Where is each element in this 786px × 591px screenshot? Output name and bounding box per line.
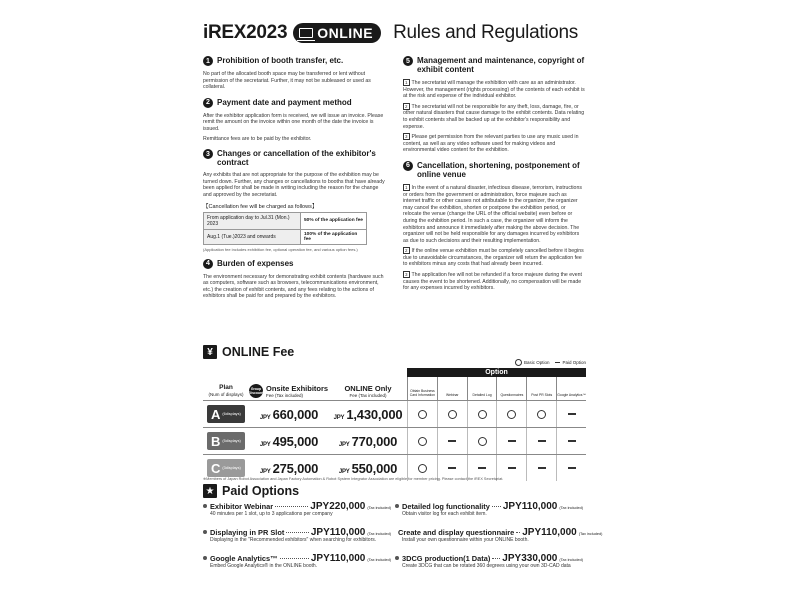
bullet-icon — [203, 556, 207, 560]
option-cell — [467, 428, 497, 454]
rule-section-3 — [203, 149, 385, 251]
header-plan-label: Plan — [219, 384, 233, 391]
paid-option-dash-icon — [538, 440, 546, 441]
clause-number: 1 — [405, 184, 408, 190]
option-col-header: Detailed Log — [467, 377, 497, 400]
bullet-icon — [203, 530, 207, 534]
cancellation-row — [204, 212, 367, 229]
online-badge-label: ONLINE — [317, 25, 374, 41]
legend-basic: Basic Option — [523, 360, 550, 365]
header-plan — [203, 384, 249, 400]
cancellation-fee: 50% of the application fee — [301, 212, 367, 229]
plan-displays: (6displays) — [222, 412, 241, 416]
fee-table — [203, 368, 586, 481]
currency-label: JPY — [259, 468, 271, 475]
paid-option-dash-icon — [508, 440, 516, 441]
basic-option-circle-icon — [478, 437, 487, 446]
header-plan-sub: (Num of displays) — [208, 392, 244, 397]
fee-note: ※Members of Japan Robot Association and Japan Factory Automation & Robot System Integrator Association are eligible for member pricing. Please contact the iREX Secretariat. — [203, 477, 504, 481]
rule-paragraph: After the exhibitor application form is received, we will issue an invoice. Please remit the amount on the invoice within one month of the date the invoice is issued. — [203, 112, 384, 132]
rule-heading — [203, 98, 385, 108]
option-cell — [437, 401, 467, 427]
dot-leader — [286, 532, 309, 533]
rule-heading-text: Payment date and payment method — [217, 97, 352, 107]
rule-number-icon: 1 — [203, 56, 213, 66]
option-cell — [556, 401, 586, 427]
paid-option-name: Google Analytics™ — [210, 554, 278, 563]
paid-option-dash-icon — [555, 362, 560, 363]
plan-cell — [203, 459, 249, 477]
clause-text: Please get permission from the relevant parties to use any music used in content, as well as any video software used for making videos and environmental video content for the exhibition. — [403, 134, 579, 154]
paid-option-name: Detailed log functionality — [402, 502, 490, 511]
rule-heading — [203, 56, 385, 66]
option-col-header: Obtain Business Card Information — [407, 377, 437, 400]
paid-option-dash-icon — [478, 467, 486, 468]
bullet-icon — [395, 504, 399, 508]
rule-number-icon: 4 — [203, 259, 213, 269]
option-cell — [407, 428, 437, 454]
paid-option-item — [395, 501, 583, 518]
rule-section-5 — [403, 56, 585, 154]
paid-option-desc: Embed Google Analytics® in the ONLINE booth. — [210, 563, 318, 569]
plan-cell — [203, 405, 249, 423]
onsite-price — [249, 434, 329, 449]
dot-leader — [492, 506, 501, 507]
option-col-header: Webinar — [437, 377, 467, 400]
cancellation-row — [204, 229, 367, 244]
paid-option-dash-icon — [448, 467, 456, 468]
paid-option-tax: (Tax included) — [367, 558, 391, 562]
option-col-header: Google Analytics™ — [556, 377, 586, 400]
clause-number: 2 — [405, 248, 408, 254]
online-badge — [293, 23, 381, 43]
plan-letter: B — [211, 433, 221, 449]
basic-option-circle-icon — [418, 437, 427, 446]
paid-option-name: Exhibitor Webinar — [210, 502, 274, 511]
paid-option-price: JPY220,000 — [310, 501, 366, 512]
plan-displays: (3displays) — [222, 466, 241, 470]
title-event: iREX2023 — [203, 22, 288, 43]
rule-paragraph — [403, 184, 585, 244]
online-fee-title: ONLINE Fee — [222, 345, 295, 359]
header-option-cols — [407, 377, 586, 400]
rules-column-left — [203, 56, 385, 307]
online-price-value: 1,430,000 — [346, 406, 403, 422]
online-price — [329, 434, 407, 449]
plan-badge — [207, 432, 245, 450]
rule-paragraph — [403, 271, 585, 292]
option-cell — [467, 401, 497, 427]
basic-option-circle-icon — [478, 410, 487, 419]
dot-leader — [280, 558, 309, 559]
dot-leader — [492, 558, 500, 559]
header-option-title: Option — [407, 368, 586, 377]
onsite-price — [249, 461, 329, 476]
title-rules: Rules and Regulations — [393, 22, 578, 43]
paid-option-dash-icon — [538, 467, 546, 468]
paid-option-price: JPY110,000 — [310, 527, 366, 538]
currency-label: JPY — [259, 414, 271, 421]
rule-paragraph — [403, 247, 585, 268]
currency-label: JPY — [333, 414, 345, 421]
onsite-price-value: 660,000 — [272, 406, 319, 422]
paid-option-dash-icon — [508, 467, 516, 468]
rule-section-2 — [203, 98, 385, 142]
paid-option-desc: Create 3DCG that can be rotated 360 degrees using your own 3D-CAD data — [402, 563, 571, 569]
option-cell — [526, 428, 556, 454]
rule-paragraph: The environment necessary for demonstrating exhibit contents (hardware such as computers, software such as browsers, telecommunications environment, etc.) the creation of exhibit contents, and any fees relating to the actions of exhibitors shall be paid for and prepared by the exhibitors. — [203, 273, 384, 300]
paid-option-item — [203, 501, 391, 518]
plan-letter: A — [211, 406, 221, 422]
paid-options-title: Paid Options — [222, 484, 300, 498]
cancellation-note: (Application fee includes exhibition fee, optional operation fee, and various option fees.) — [203, 246, 358, 252]
onsite-price-value: 495,000 — [272, 433, 319, 449]
dot-leader — [275, 506, 308, 507]
paid-option-item — [203, 527, 391, 544]
header-onsite — [249, 384, 329, 400]
clause-number: 3 — [405, 272, 408, 278]
paid-option-tax: (Tax included) — [578, 532, 603, 536]
basic-option-circle-icon — [507, 410, 516, 419]
rule-section-4 — [203, 259, 385, 300]
basic-option-circle-icon — [418, 410, 427, 419]
basic-option-circle-icon — [515, 359, 522, 366]
paid-option-price: JPY110,000 — [502, 501, 558, 512]
plan-displays: (5displays) — [222, 439, 241, 443]
rule-heading-text: Management and maintenance, copyright of exhibit content — [417, 56, 585, 74]
clause-number: 2 — [405, 103, 408, 109]
yen-icon: ¥ — [203, 345, 217, 359]
option-cell — [556, 455, 586, 481]
rule-paragraph — [403, 103, 585, 130]
paid-option-dash-icon — [568, 413, 576, 414]
currency-label: JPY — [338, 468, 350, 475]
rule-heading — [203, 149, 385, 167]
header-onsite-sub: Fee (Tax included) — [266, 393, 304, 398]
rule-heading — [403, 56, 585, 74]
cancellation-period: From application day to Jul.31 (Mon.) 2023 — [204, 212, 301, 229]
rule-number-icon: 3 — [203, 149, 213, 159]
rule-heading — [403, 161, 585, 179]
paid-option-tax: (Tax included) — [367, 532, 391, 536]
monitor-icon — [299, 28, 313, 38]
cancellation-fee: 100% of the application fee — [301, 229, 367, 244]
online-fee-heading — [203, 345, 294, 359]
rules-column-right — [403, 56, 585, 299]
online-price-value: 550,000 — [351, 460, 398, 476]
plan-row-a — [203, 400, 586, 427]
paid-option-item — [395, 553, 583, 570]
dot-leader — [516, 532, 520, 533]
bullet-icon — [203, 504, 207, 508]
header-online-label: ONLINE Only — [344, 384, 392, 393]
paid-option-tax: (Tax included) — [367, 506, 391, 510]
paid-option-item — [203, 553, 391, 570]
clause-number: 3 — [405, 134, 408, 140]
clause-text: In the event of a natural disaster, infectious disease, terrorism, instructions or orders from the government or administration, force majeure such as internet traffic or other causes not attributable to the organizer, the organizer may cancel the exhibition, shorten or postpone the exhibition period, or relocate the venue (change the URL of the official website) even before or during the exhibition period. In such a case, the organizer will inform the exhibitors and announce it immediately after making the above decision. The organizer will not be held responsible for any damages incurred by exhibitors as due to such decisions and their resulting implementation. — [403, 184, 582, 244]
cancellation-table — [203, 212, 367, 245]
basic-option-circle-icon — [448, 410, 457, 419]
group-discount-badge: Group Discount — [249, 384, 263, 398]
basic-option-circle-icon — [537, 410, 546, 419]
option-cell — [407, 401, 437, 427]
plan-row-b — [203, 427, 586, 454]
paid-option-desc: Obtain visitor log for each exhibit item. — [402, 511, 487, 517]
plan-badge — [207, 405, 245, 423]
rule-heading-text: Changes or cancellation of the exhibitor's contract — [217, 149, 376, 168]
rule-heading — [203, 259, 385, 269]
legend-paid: Paid Option — [562, 360, 586, 365]
online-price — [329, 461, 407, 476]
option-cell — [526, 401, 556, 427]
option-cell — [496, 401, 526, 427]
bullet-icon — [395, 556, 399, 560]
currency-label: JPY — [338, 441, 350, 448]
cancellation-period: Aug.1 (Tue.)2023 and onwards — [204, 229, 301, 244]
option-col-header: Post PR Slots — [526, 377, 556, 400]
header-online-sub: Fee (Tax included) — [349, 393, 387, 398]
rule-heading-text: Prohibition of booth transfer, etc. — [217, 56, 344, 65]
paid-option-item — [395, 527, 603, 544]
rule-number-icon: 5 — [403, 56, 413, 66]
paid-option-name: Create and display questionnaire — [398, 528, 515, 537]
paid-option-name: Displaying in PR Slot — [210, 528, 285, 537]
onsite-price — [249, 407, 329, 422]
rule-paragraph: Remittance fees are to be paid by the exhibitor. — [203, 135, 312, 142]
option-cell — [526, 455, 556, 481]
paid-option-desc: Install your own questionnaire within your ONLINE booth. — [402, 537, 529, 543]
rule-paragraph: Any exhibits that are not appropriate for the purpose of the exhibition may be turned down. Further, any changes or cancellations to booths that have already been applied for shall be made in writing including the reason for the change and approved by the secretariat. — [203, 172, 385, 198]
rule-section-6 — [403, 161, 585, 292]
rule-section-1 — [203, 56, 385, 91]
paid-option-tax: (Tax included) — [559, 506, 583, 510]
cancellation-caption: 【Cancellation fee will be charged as follows】 — [203, 203, 318, 210]
option-cells — [407, 428, 586, 454]
paid-option-desc: 40 minutes per 1 slot, up to 3 applications per company — [210, 511, 333, 517]
star-icon: ★ — [203, 484, 217, 498]
onsite-price-value: 275,000 — [272, 460, 319, 476]
paid-option-dash-icon — [448, 440, 456, 441]
header-online — [329, 384, 407, 400]
clause-text: The secretariat will not be responsible for any theft, loss, damage, fire, or other natural disasters that cause damage to the exhibit contents. Data relating to exhibit contents shall be backed up at the exhibitor's responsibility and expense. — [403, 103, 585, 130]
online-price-value: 770,000 — [351, 433, 398, 449]
rule-paragraph — [403, 79, 585, 100]
fee-rows — [203, 400, 586, 481]
option-cell — [496, 428, 526, 454]
option-cells — [407, 401, 586, 427]
paid-option-price: JPY110,000 — [310, 553, 366, 564]
currency-label: JPY — [259, 441, 271, 448]
rules-page — [200, 18, 603, 578]
rule-heading-text: Cancellation, shortening, postponement of online venue — [417, 160, 580, 179]
paid-option-price: JPY330,000 — [502, 553, 558, 564]
clause-text: If the online venue exhibition must be completely cancelled before it begins due to unavoidable circumstances, the organizer will return the application fee to exhibitors minus any costs that had already been incurred. — [403, 248, 584, 268]
rule-paragraph: No part of the allocated booth space may be transferred or lent without permission of the secretariat. Further, it may not be subleased or used as collateral. — [203, 71, 371, 91]
rule-heading-text: Burden of expenses — [217, 258, 294, 268]
clause-text: The application fee will not be refunded if a force majeure during the event causes the event to be shortened. Additionally, no compensation will be made for any expenses incurred by exhibitors. — [403, 272, 582, 292]
paid-option-dash-icon — [568, 467, 576, 468]
header-onsite-label: Onsite Exhibitors — [266, 384, 329, 393]
rule-number-icon: 2 — [203, 98, 213, 108]
header-options — [407, 368, 586, 400]
paid-option-name: 3DCG production(1 Data) — [402, 554, 491, 563]
page-title — [203, 20, 585, 46]
online-price — [329, 407, 407, 422]
plan-badge — [207, 459, 245, 477]
paid-option-desc: Displaying in the "Recommended exhibitors" when searching for exhibitors. — [210, 537, 377, 543]
paid-option-dash-icon — [568, 440, 576, 441]
option-cell — [556, 428, 586, 454]
plan-letter: C — [211, 460, 221, 476]
basic-option-circle-icon — [418, 464, 427, 473]
rule-paragraph — [403, 133, 585, 154]
clause-text: The secretariat will manage the exhibition with care as an administrator. However, the management (rights processing) of the contents of each exhibit is at the risk and expense of the individual exhibitor. — [403, 80, 585, 100]
fee-table-header — [203, 368, 586, 400]
rule-number-icon: 6 — [403, 161, 413, 171]
plan-cell — [203, 432, 249, 450]
clause-number: 1 — [405, 80, 408, 85]
option-col-header: Questionnaires — [496, 377, 526, 400]
option-legend — [515, 359, 586, 366]
paid-option-tax: (Tax included) — [559, 558, 583, 562]
option-cell — [437, 428, 467, 454]
paid-option-price: JPY110,000 — [522, 527, 577, 538]
paid-options-heading — [203, 484, 299, 498]
